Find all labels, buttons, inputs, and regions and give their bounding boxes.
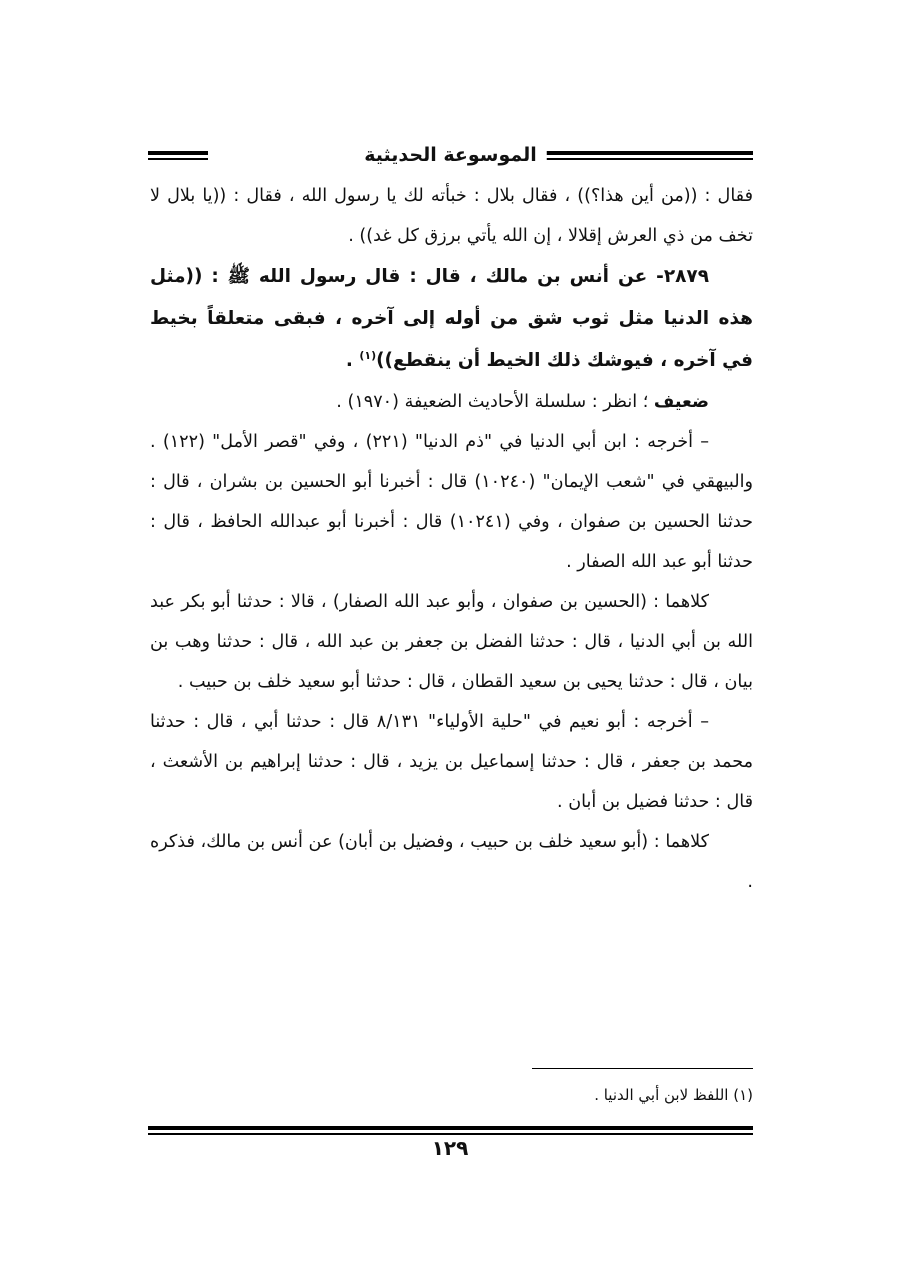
running-header xyxy=(148,140,753,174)
chain-paragraph-2: كلاهما : (أبو سعيد خلف بن حبيب ، وفضيل بن أبان) عن أنس بن مالك، فذكره . xyxy=(150,832,753,892)
footnote: (١) اللفظ لابن أبي الدنيا . xyxy=(594,1086,753,1104)
paragraph-continuation: فقال : ((من أين هذا؟)) ، فقال بلال : خبأته لك يا رسول الله ، فقال : ((يا بلال لا تخف من ذي العرش إقلالا ، إن الله يأتي برزق كل غد)) . xyxy=(150,186,753,246)
page-body xyxy=(150,176,753,902)
header-rule-left xyxy=(148,151,208,155)
footer-rule-thin xyxy=(148,1133,753,1135)
grade-label: ضعيف xyxy=(653,392,709,412)
footnote-separator xyxy=(532,1068,753,1069)
header-rule-right-thin xyxy=(528,158,753,160)
header-rule-right xyxy=(528,151,753,155)
grading-line xyxy=(150,382,753,422)
chain-paragraph-1: كلاهما : (الحسين بن صفوان ، وأبو عبد الله الصفار) ، قالا : حدثنا أبو بكر عبد الله بن أبي الدنيا ، قال : حدثنا الفضل بن جعفر بن عبد الله ، قال : حدثنا وهب بن بيان ، قال : حدثنا يحيى بن سعيد القطان ، قال : حدثنا أبو سعيد خلف بن حبيب . xyxy=(150,592,753,692)
hadith-body: ٢٨٧٩- عن أنس بن مالك ، قال : قال رسول الله ﷺ : ((مثل هذه الدنيا مثل ثوب شق من أوله إلى آخره ، فبقى متعلقاً بخيط في آخره ، فيوشك ذلك الخيط أن ينقطع)) xyxy=(150,266,753,371)
takhrij-paragraph-2: – أخرجه : أبو نعيم في "حلية الأولياء" ٨/١٣١ قال : حدثنا أبي ، قال : حدثنا محمد بن جعفر ، قال : حدثنا إسماعيل بن يزيد ، قال : حدثنا إبراهيم بن الأشعث ، قال : حدثنا فضيل بن أبان . xyxy=(150,712,753,812)
book-title: الموسوعة الحديثية xyxy=(354,140,547,170)
header-rule-left-thin xyxy=(148,158,208,160)
hadith-end: . xyxy=(345,350,360,371)
footnote-reference[interactable]: (١) xyxy=(359,348,377,362)
page-number: ١٢٩ xyxy=(431,1136,469,1160)
takhrij-paragraph-1: – أخرجه : ابن أبي الدنيا في "ذم الدنيا" (٢٢١) ، وفي "قصر الأمل" (١٢٢) . والبيهقي في "شعب الإيمان" (١٠٢٤٠) قال : أخبرنا أبو الحسين بن بشران ، قال : حدثنا الحسين بن صفوان ، وفي (١٠٢٤١) قال : أخبرنا أبو عبدالله الحافظ ، قال : حدثنا أبو عبد الله الصفار . xyxy=(150,432,754,572)
grade-text: ؛ انظر : سلسلة الأحاديث الضعيفة (١٩٧٠) . xyxy=(336,392,654,412)
hadith-text xyxy=(150,256,753,382)
footer-rule xyxy=(148,1126,753,1130)
